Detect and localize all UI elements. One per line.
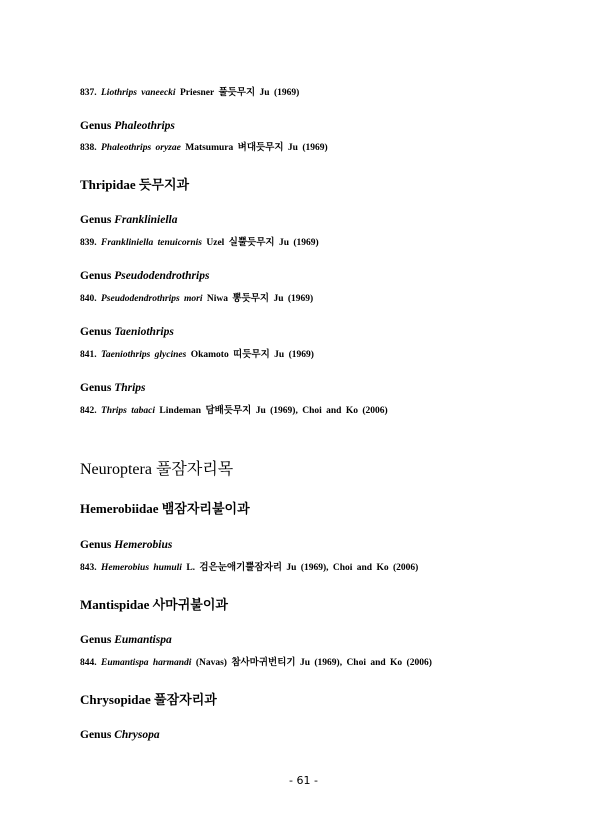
order-korean-name: 풀잠자리목 bbox=[155, 459, 234, 478]
family-korean-name: 사마귀불이과 bbox=[152, 598, 228, 613]
species-number: 843. bbox=[80, 563, 97, 573]
family-name: Thripidae bbox=[80, 177, 136, 192]
species-references: Ju (1969) bbox=[278, 238, 319, 248]
family-name: Mantispidae bbox=[80, 597, 150, 612]
family-heading bbox=[80, 689, 217, 708]
species-entry bbox=[80, 346, 314, 360]
species-number: 837. bbox=[80, 88, 97, 98]
genus-heading bbox=[80, 634, 172, 646]
species-author: Priesner bbox=[179, 88, 215, 98]
genus-label: Genus bbox=[80, 729, 112, 741]
family-korean-name: 풀잠자리과 bbox=[154, 693, 217, 708]
genus-label: Genus bbox=[80, 214, 112, 226]
species-number: 841. bbox=[80, 350, 97, 360]
species-number: 842. bbox=[80, 406, 97, 416]
genus-heading bbox=[80, 326, 174, 338]
family-name: Chrysopidae bbox=[80, 692, 151, 707]
scientific-name: Thrips tabaci bbox=[101, 406, 155, 416]
species-number: 838. bbox=[80, 143, 97, 153]
genus-name: Phaleothrips bbox=[114, 120, 175, 132]
korean-name: 참사마귀번티기 bbox=[231, 657, 296, 668]
species-entry bbox=[80, 402, 388, 416]
genus-heading bbox=[80, 539, 172, 551]
korean-name: 검은눈애기뿔잠자리 bbox=[199, 562, 282, 573]
genus-label: Genus bbox=[80, 539, 112, 551]
species-references: Ju (1969) bbox=[259, 88, 300, 98]
genus-heading bbox=[80, 120, 175, 132]
family-korean-name: 뱀잠자리불이과 bbox=[161, 502, 250, 517]
species-author: Okamoto bbox=[190, 350, 229, 360]
scientific-name: Frankliniella tenuicornis bbox=[101, 238, 202, 248]
species-references: Ju (1969), Choi and Ko (2006) bbox=[255, 406, 388, 416]
family-heading bbox=[80, 498, 250, 517]
order-name: Neuroptera bbox=[80, 461, 152, 478]
genus-label: Genus bbox=[80, 270, 112, 282]
korean-name: 벼대듯무지 bbox=[237, 142, 284, 153]
genus-heading bbox=[80, 382, 146, 394]
page-number: - 61 - bbox=[289, 774, 318, 787]
species-entry bbox=[80, 559, 418, 573]
species-entry bbox=[80, 290, 313, 304]
family-korean-name: 듯무지과 bbox=[138, 178, 190, 193]
species-author: L. bbox=[186, 563, 196, 573]
family-heading bbox=[80, 174, 189, 193]
scientific-name: Pseudodendrothrips mori bbox=[101, 294, 203, 304]
korean-name: 뽕듯무지 bbox=[232, 293, 270, 304]
genus-name: Eumantispa bbox=[114, 634, 172, 646]
korean-name: 풀듯무지 bbox=[218, 87, 256, 98]
genus-name: Chrysopa bbox=[114, 729, 160, 741]
species-references: Ju (1969) bbox=[273, 294, 314, 304]
order-heading bbox=[80, 456, 233, 479]
species-references: Ju (1969) bbox=[274, 350, 314, 360]
korean-name: 담배듯무지 bbox=[205, 405, 252, 416]
korean-name: 띠듯무지 bbox=[233, 349, 270, 360]
species-entry bbox=[80, 84, 299, 98]
scientific-name: Liothrips vaneecki bbox=[101, 88, 176, 98]
genus-heading bbox=[80, 214, 177, 226]
korean-name: 실뿔듯무지 bbox=[228, 237, 275, 248]
species-entry bbox=[80, 234, 319, 248]
family-name: Hemerobiidae bbox=[80, 501, 159, 516]
genus-name: Taeniothrips bbox=[114, 326, 174, 338]
scientific-name: Phaleothrips oryzae bbox=[101, 143, 181, 153]
species-references: Ju (1969), Choi and Ko (2006) bbox=[299, 658, 432, 668]
species-number: 840. bbox=[80, 294, 97, 304]
scientific-name: Eumantispa harmandi bbox=[101, 658, 192, 668]
genus-heading bbox=[80, 729, 160, 741]
genus-label: Genus bbox=[80, 634, 112, 646]
species-author: Uzel bbox=[206, 238, 225, 248]
genus-name: Frankliniella bbox=[114, 214, 178, 226]
scientific-name: Taeniothrips glycines bbox=[101, 350, 187, 360]
species-references: Ju (1969) bbox=[287, 143, 328, 153]
scientific-name: Hemerobius humuli bbox=[101, 563, 182, 573]
genus-name: Pseudodendrothrips bbox=[114, 270, 210, 282]
species-author: Matsumura bbox=[185, 143, 234, 153]
genus-label: Genus bbox=[80, 382, 112, 394]
species-author: (Navas) bbox=[195, 658, 227, 668]
species-references: Ju (1969), Choi and Ko (2006) bbox=[286, 563, 419, 573]
genus-label: Genus bbox=[80, 120, 112, 132]
species-author: Lindeman bbox=[159, 406, 202, 416]
species-entry bbox=[80, 654, 432, 668]
genus-name: Hemerobius bbox=[114, 539, 173, 551]
genus-label: Genus bbox=[80, 326, 112, 338]
family-heading bbox=[80, 594, 228, 613]
species-entry bbox=[80, 139, 328, 153]
genus-heading bbox=[80, 270, 209, 282]
genus-name: Thrips bbox=[114, 382, 146, 394]
species-number: 844. bbox=[80, 658, 97, 668]
species-author: Niwa bbox=[206, 294, 229, 304]
species-number: 839. bbox=[80, 238, 97, 248]
